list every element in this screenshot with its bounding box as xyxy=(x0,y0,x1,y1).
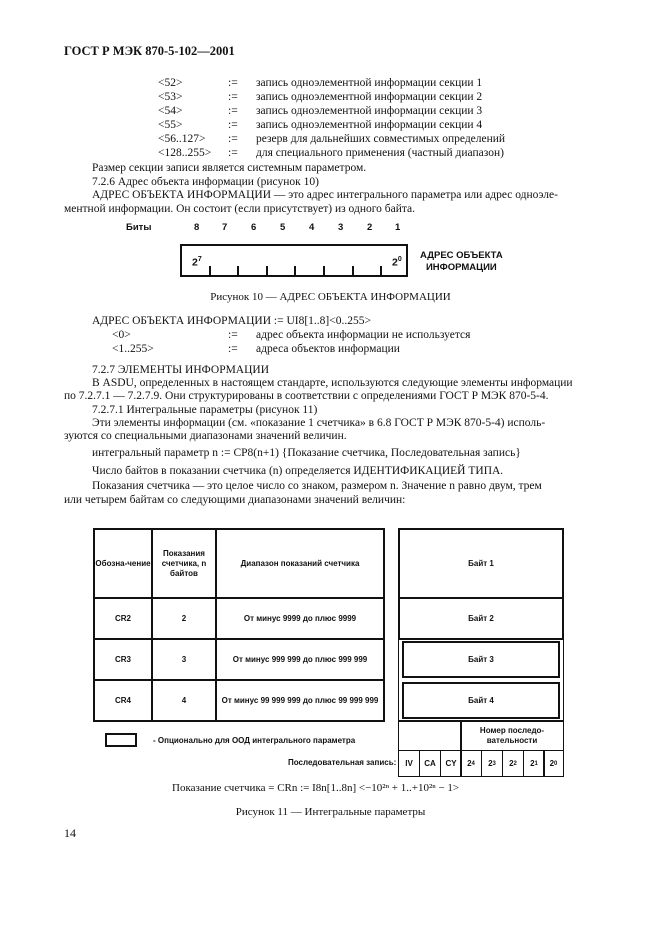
bit-number: 5 xyxy=(280,222,286,233)
byte-3-optional: Байт 3 xyxy=(402,641,560,678)
definition-code: <56..127> xyxy=(158,133,206,145)
definition-row xyxy=(0,147,661,161)
definition-code: <52> xyxy=(158,77,183,89)
header-range: Диапазон показаний счетчика xyxy=(215,528,385,599)
row-range: От минус 9999 до плюс 9999 xyxy=(215,597,385,640)
row-designation: CR2 xyxy=(93,597,153,640)
definition-separator: := xyxy=(228,91,238,103)
bit-divider xyxy=(323,266,325,275)
heading-7-2-7-1: 7.2.7.1 Интегральные параметры (рисунок 11) xyxy=(92,404,318,416)
row-designation: CR3 xyxy=(93,638,153,681)
definition-separator: := xyxy=(228,343,238,355)
definition-code: <128..255> xyxy=(158,147,212,159)
definition-separator: := xyxy=(228,105,238,117)
flag-iv: IV xyxy=(398,750,420,777)
paragraph-readings-1: Показания счетчика — это целое число со знаком, размером n. Значение n равно двум, трем xyxy=(92,480,542,492)
bits-row xyxy=(0,222,661,236)
paragraph-integral-2: зуются со специальными диапазонами значений величин. xyxy=(64,430,347,442)
header-byte-count: Показания счетчика, n байтов xyxy=(151,528,217,599)
definition-separator: := xyxy=(228,147,238,159)
bit-number: 3 xyxy=(338,222,344,233)
paragraph-elements-1: В ASDU, определенных в настоящем стандарте, используются следующие элементы информации xyxy=(92,377,573,389)
legend-optional-box xyxy=(105,733,137,747)
bit-number: 6 xyxy=(251,222,257,233)
bit-number: 2 xyxy=(367,222,373,233)
definition-text: адрес объекта информации не используется xyxy=(256,329,471,341)
sequential-record-label: Последовательная запись: xyxy=(288,758,397,767)
paragraph-elements-2: по 7.2.7.1 — 7.2.7.9. Они структурированы в соответствии с определениями ГОСТ Р МЭК 870-5-4. xyxy=(64,390,549,402)
formula-integral-parameter: интегральный параметр n := CP8(n+1) {Показание счетчика, Последовательная запись} xyxy=(92,447,521,459)
definition-separator: := xyxy=(228,329,238,341)
legend-optional-note: - Опционально для ООД интегрального параметра xyxy=(153,736,356,745)
row-designation: CR4 xyxy=(93,679,153,722)
document-header: ГОСТ Р МЭК 870-5-102—2001 xyxy=(64,44,235,58)
definition-text: запись одноэлементной информации секции 1 xyxy=(256,77,483,89)
flag-cy: CY xyxy=(440,750,462,777)
bit-divider xyxy=(209,266,211,275)
definition-separator: := xyxy=(228,77,238,89)
bit-number: 4 xyxy=(309,222,315,233)
address-label-line2: ИНФОРМАЦИИ xyxy=(425,262,497,273)
definition-text: запись одноэлементной информации секции 3 xyxy=(256,105,483,117)
address-box-label xyxy=(420,250,503,274)
definition-text: запись одноэлементной информации секции 2 xyxy=(256,91,483,103)
paragraph-address-1: АДРЕС ОБЪЕКТА ИНФОРМАЦИИ — это адрес интегрального параметра или адрес одноэле- xyxy=(92,189,558,201)
definition-row xyxy=(0,343,661,357)
optional-bytes-frame xyxy=(398,638,564,722)
definition-row xyxy=(0,77,661,91)
lsb-weight: $2^0$ xyxy=(392,256,402,269)
bit-weight: 2 0 xyxy=(543,750,564,777)
row-byte-count: 4 xyxy=(151,679,217,722)
definition-row xyxy=(0,105,661,119)
bit-divider xyxy=(380,266,382,275)
address-label-line1: АДРЕС ОБЪЕКТА xyxy=(420,250,503,261)
heading-7-2-6: 7.2.6 Адрес объекта информации (рисунок 10) xyxy=(92,176,319,188)
bit-weight: 2 2 xyxy=(502,750,524,777)
bit-divider xyxy=(294,266,296,275)
paragraph-section-size: Размер секции записи является системным параметром. xyxy=(92,162,367,174)
definition-code: <54> xyxy=(158,105,183,117)
byte-1: Байт 1 xyxy=(398,528,564,599)
bit-weight: 2 3 xyxy=(481,750,503,777)
definition-code: <0> xyxy=(112,329,131,341)
figure-10-caption: Рисунок 10 — АДРЕС ОБЪЕКТА ИНФОРМАЦИИ xyxy=(210,291,451,303)
paragraph-address-2: ментной информации. Он состоит (если присутствует) из одного байта. xyxy=(64,203,416,215)
paragraph-readings-2: или четырем байтам со следующими диапазонами значений величин: xyxy=(64,494,406,506)
definition-separator: := xyxy=(228,119,238,131)
figure-11-caption: Рисунок 11 — Интегральные параметры xyxy=(235,806,426,818)
bit-divider xyxy=(237,266,239,275)
paragraph-integral-1: Эти элементы информации (см. «показание 1 счетчика» в 6.8 ГОСТ Р МЭК 870-5-4) исполь- xyxy=(92,417,546,429)
definition-row xyxy=(0,91,661,105)
byte-2: Байт 2 xyxy=(398,597,564,640)
msb-weight: $2^7$ xyxy=(192,256,202,269)
definition-text: запись одноэлементной информации секции 4 xyxy=(256,119,483,131)
paragraph-byte-count: Число байтов в показании счетчика (n) определяется ИДЕНТИФИКАЦИЕЙ ТИПА. xyxy=(92,465,504,477)
counter-reading-formula: Показание счетчика = CRn := I8n[1..8n] <−10²ⁿ + 1..+10²ⁿ − 1> xyxy=(172,782,460,794)
bit-number: 7 xyxy=(222,222,228,233)
definition-row xyxy=(0,133,661,147)
definition-code: <1..255> xyxy=(112,343,154,355)
definition-row xyxy=(0,329,661,343)
row-range: От минус 999 999 до плюс 999 999 xyxy=(215,638,385,681)
page-number: 14 xyxy=(64,826,76,840)
bit-number: 1 xyxy=(395,222,401,233)
definition-text: для специального применения (частный диапазон) xyxy=(256,147,504,159)
definition-separator: := xyxy=(228,133,238,145)
bit-weight: 2 1 xyxy=(523,750,545,777)
bit-weight: 2 4 xyxy=(460,750,482,777)
address-definition: АДРЕС ОБЪЕКТА ИНФОРМАЦИИ := UI8[1..8]<0..255> xyxy=(92,315,371,327)
row-range: От минус 99 999 999 до плюс 99 999 999 xyxy=(215,679,385,722)
definition-text: адреса объектов информации xyxy=(256,343,400,355)
bit-sequence-label: Номер последо-вательности xyxy=(460,720,564,751)
flag-ca: CA xyxy=(419,750,441,777)
bit-divider xyxy=(266,266,268,275)
address-byte-box xyxy=(180,244,408,277)
row-byte-count: 3 xyxy=(151,638,217,681)
definition-row xyxy=(0,119,661,133)
header-designation: Обозна-чение xyxy=(93,528,153,599)
definition-code: <53> xyxy=(158,91,183,103)
bit-number: 8 xyxy=(194,222,200,233)
byte-4-optional: Байт 4 xyxy=(402,682,560,719)
row-byte-count: 2 xyxy=(151,597,217,640)
heading-7-2-7: 7.2.7 ЭЛЕМЕНТЫ ИНФОРМАЦИИ xyxy=(92,364,270,376)
bit-divider xyxy=(352,266,354,275)
bits-label: Биты xyxy=(126,222,152,233)
definition-code: <55> xyxy=(158,119,183,131)
definition-text: резерв для дальнейших совместимых определений xyxy=(256,133,506,145)
